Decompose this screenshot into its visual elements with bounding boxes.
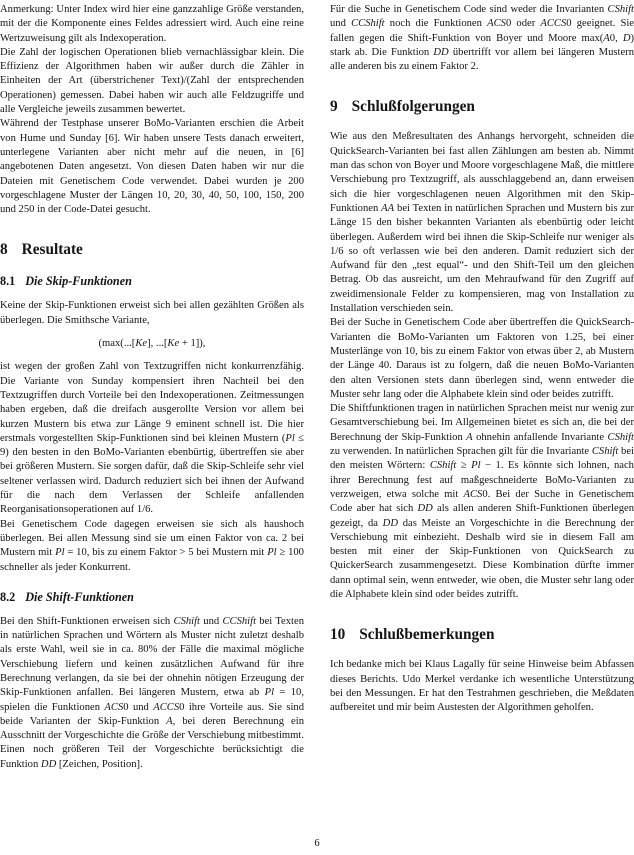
italic-term: ACCS <box>540 18 567 30</box>
italic-term: D <box>622 32 631 44</box>
section-heading <box>330 626 634 644</box>
italic-term: A <box>166 715 173 727</box>
paragraph: Bei den Shift-Funktionen erweisen sich CShift und CCShift bei Texten in natürlichen Sprachen und Wörtern als Muster nicht zuletzt deshalb als erste Wahl, weil sie in ca. 80% der Fälle die maximal mögliche Verschiebung liefern und keinen zusätzlichen Aufwand für ihre Berechnung verlangen, da sie bei der ohnehin nötigen Erzeugung der Skip-Funktionen anfallen. Bei längeren Mustern, etwa ab Pl = 10, spielen die Funktionen ACS0 und ACCS0 ihre Vorteile aus. Sie sind beide Varianten der Skip-Funktion A, bei deren Berechnung ein Ausschnitt der Vorgeschichte die Größe der Verschiebung mitbestimmt. Einen noch größeren Teil der Vorgeschichte berücksichtigt die Funktion DD [Zeichen, Position]. <box>0 615 305 770</box>
italic-term: A <box>466 431 473 443</box>
section-heading <box>0 241 304 259</box>
italic-term: CCShift <box>351 18 385 30</box>
section-number: 8 <box>0 241 8 259</box>
italic-term: CShift <box>607 431 634 443</box>
right-column <box>330 3 634 772</box>
italic-term: CShift <box>429 460 457 472</box>
italic-term: Pl <box>471 460 481 472</box>
subsection-title: Die Shift-Funktionen <box>25 589 134 604</box>
subsection-title: Die Skip-Funktionen <box>25 274 132 289</box>
subsection-heading <box>0 590 304 605</box>
subsection-number: 8.1 <box>0 274 16 289</box>
paragraph: Die Zahl der logischen Operationen blieb vernachlässigbar klein. Die Effizienz der Algorithmen haben wir außer durch die Zähler in Einheiten der Art (überstrichener Text)/(Zahl der entsprechenden Operationen) gemessen. Dabei haben wir auch alle Feldzugriffe und alle Vergleiche jeweils zusammen bewertet. <box>0 46 304 116</box>
math-formula: (max(...[Ke], ...[Ke + 1]), <box>98 338 206 350</box>
paragraph: Bei Genetischem Code dagegen erweisen sie sich als haushoch überlegen. Bei allen Messung sind sie um einen Faktor von ca. 2 bei Mustern mit Pl = 10, bis zu einem Faktor > 5 bei Mustern mit Pl ≥ 100 schneller als jeder Konkurrent. <box>0 518 304 573</box>
paragraph: Bei der Suche in Genetischem Code aber übertreffen die QuickSearch-Varianten die BoMo-Varianten um Faktoren von 1.25, bei einer Musterlänge von 10, bis zu einem Faktor von etwas über 2, ab Mustern der Länge 40. Daraus ist zu folgern, daß die neuen BoMo-Varianten den alten Versionen stets dann überlegen sind, wenn entweder die Muster sehr lang oder die Alphabete klein sind oder beides zutrifft. <box>330 317 634 400</box>
italic-term: DD <box>417 503 433 515</box>
paragraph: Ich bedanke mich bei Klaus Lagally für seine Hinweise beim Abfassen dieses Berichts. Udo Merkel verdanke ich wesentliche Unterstützung bei den Messungen. Er hat den Testrahmen geschrieben, die Meßdaten aufbereitet und mir beim Austesten der Algorithmen geholfen. <box>330 659 634 714</box>
paragraph: Anmerkung: Unter Index wird hier eine ganzzahlige Größe verstanden, mit der die Komponente eines Feldes adressiert wird. Auch eine reine Wertzuweisung gilt als Indexoperation. <box>0 4 304 44</box>
paragraph: ist wegen der großen Zahl von Textzugriffen nicht konkurrenzfähig. Die Variante von Sunday kompensiert ihren Nachteil bei den Textzugriffen durch Vorteile bei den Indexoperationen. Zeitmessungen haben ergeben, daß die dreifach ausgerollte Version vor allem bei kurzen Mustern bis etwa zur Länge 9 eminent schnell ist. Die hier erstmals vorgestellten Skip-Funktionen sind bei kleinen Mustern (Pl ≤ 9) den besten in den BoMo-Varianten ebenbürtig, übertreffen sie aber bei größeren Mustern. Sie sorgen dafür, daß die Skip-Schleife sehr viel seltener verlassen wird. Dadurch reduziert sich bei ihnen der Aufwand für die nach dem Verlassen der Schleife anfallenden Reorganisationsoperationen auf 1/6. <box>0 361 304 516</box>
italic-term: Pl <box>264 687 275 699</box>
paragraph: Die Shiftfunktionen tragen in natürlichen Sprachen meist nur wenig zur Gesamtverschiebung bei. Im Allgemeinen bietet es sich an, die bei der Berechnung der Skip-Funktion A ohnehin anfallende Invariante CShift zu verwenden. In natürlichen Sprachen gilt für die Invariante CShift bei den meisten Wörtern: CShift ≥ Pl − 1. Es könnte sich lohnen, nach ihrer Berechnung fest auf maßgeschneiderte BoMo-Varianten zu verzweigen, etwa solche mit ACS0. Bei der Suche in Genetischem Code aber hat sich DD als allen anderen Shift-Funktionen überlegen gezeigt, da DD das Meiste an Vorgeschichte in die Berechnung der Verschiebung mit einbezieht. Deshalb wird sie in diesem Fall am besten mit einer der Skip-Funktionen von QuickSearch zu QuickerSearch zusammengesetzt. Diese Kombination dürfte immer dann optimal sein, wenn entweder, wie oben, die Muster sehr lang oder die Alphabete klein sind oder beides zutrifft. <box>330 403 634 600</box>
italic-term: CShift <box>607 4 634 15</box>
page-footer <box>0 838 634 850</box>
left-column <box>0 3 304 772</box>
section-title: Resultate <box>21 241 83 259</box>
italic-term: Pl <box>267 547 277 559</box>
section-title: Schlußfolgerungen <box>351 98 475 116</box>
section-title: Schlußbemerkungen <box>359 626 495 644</box>
italic-term: CShift <box>173 615 200 627</box>
italic-term: CCShift <box>222 615 257 627</box>
italic-term: Pl <box>285 432 295 444</box>
italic-term: DD <box>40 758 57 770</box>
italic-term: ACS <box>487 18 506 30</box>
italic-term: Pl <box>55 547 65 559</box>
italic-term: ACCS <box>153 701 180 713</box>
section-number: 9 <box>330 98 338 116</box>
paragraph: Keine der Skip-Funktionen erweist sich bei allen gezählten Größen als überlegen. Die Smithsche Variante, <box>0 300 304 326</box>
italic-term: DD <box>382 517 398 529</box>
italic-term: ACS <box>463 488 483 500</box>
italic-term: CShift <box>591 446 619 458</box>
italic-term: DD <box>433 46 449 58</box>
italic-term: A <box>603 32 610 44</box>
page-number: 6 <box>314 838 320 849</box>
subsection-heading <box>0 274 304 289</box>
section-heading <box>330 98 634 116</box>
subsection-number: 8.2 <box>0 589 16 604</box>
section-number: 10 <box>330 626 346 644</box>
italic-term: AA <box>381 202 395 214</box>
paragraph: Wie aus den Meßresultaten des Anhangs hervorgeht, schneiden die QuickSearch-Varianten bei fast allen Zählungen am besten ab. Nimmt man das schon von Boyer und Moore vorgeschlagene Maß, die mittlere Verschiebung pro Textzugriff, als ausschlaggebend an, dann erweisen sich die hier vorgeschlagenen neuen Algorithmen mit den Skip-Funktionen AA bei Texten in natürlichen Sprachen und Mustern bis zur Länge 15 den bisher bekannten Varianten als ebenbürtig oder leicht überlegen. Außerdem wird bei ihnen die Skip-Schleife nur weniger als 1/6 so oft verlassen wie bei den anderen. Damit reduziert sich der Aufwand für den „test equal“- und den Shift-Teil um den gleichen Betrag. Ob das ausreicht, um den Mehraufwand für den Zugriff auf zweidimensionale Felder zu kompensieren, mag von Installation zu Installation verschieden sein. <box>330 131 634 315</box>
italic-term: ACS <box>104 701 124 713</box>
paragraph: Für die Suche in Genetischem Code sind weder die Invarianten CShift und CCShift noch die Funktionen ACS0 oder ACCS0 geeignet. Sie fallen gegen die Shift-Funktion von Boyer und Moore max(A0, D) stark ab. Die Funktion DD übertrifft vor allem bei längeren Mustern alle anderen bis zu einem Faktor 2. <box>330 4 634 73</box>
italic-term: Ke <box>167 338 180 350</box>
italic-term: Ke <box>135 338 148 350</box>
paragraph: Während der Testphase unserer BoMo-Varianten erschien die Arbeit von Hume und Sunday [6]. Wir haben unsere Tests danach erweitert, unterlegene Varianten aber nicht mehr auf die neuen, in [6] angebotenen Daten angesetzt. Von diesen Daten haben wir nur die Dateien mit Genetischem Code verwendet. Dabei wurden je 200 vorgeschlagene Muster der Längen 10, 20, 30, 40, 50, 100, 150, 200 und 250 in der Code-Datei gesucht. <box>0 118 304 216</box>
